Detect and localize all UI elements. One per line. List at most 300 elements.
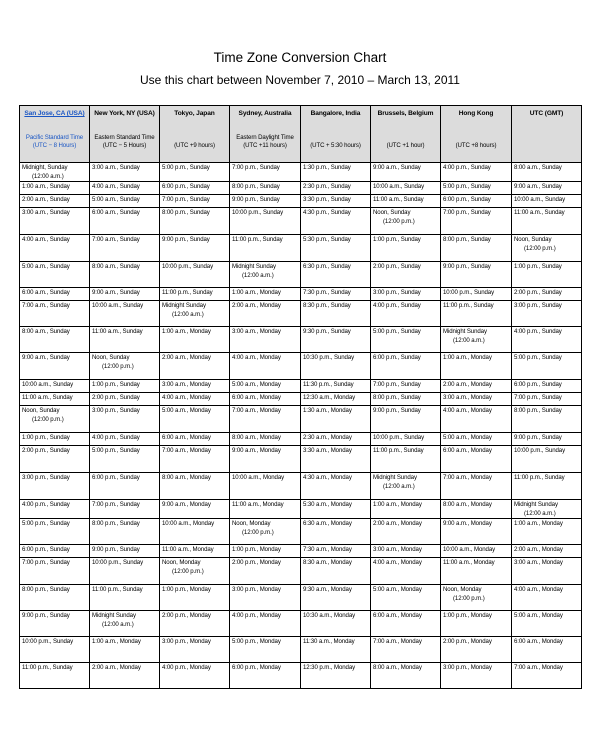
- time-cell: [512, 446, 582, 473]
- column-header: [512, 106, 582, 163]
- time-text: 4:00 a.m., Monday: [162, 394, 211, 401]
- table-body: [20, 106, 582, 689]
- time-text: 2:00 a.m., Monday: [162, 354, 211, 361]
- time-cell: [301, 163, 371, 182]
- time-cell: [160, 327, 230, 353]
- time-cell: [301, 473, 371, 500]
- time-text: 3:00 a.m., Monday: [162, 381, 211, 388]
- time-cell: [20, 182, 90, 195]
- time-text: 10:00 a.m., Sunday: [514, 196, 566, 203]
- time-text: 6:00 p.m., Sunday: [162, 183, 210, 190]
- time-cell: [160, 163, 230, 182]
- time-text: 7:00 a.m., Sunday: [22, 302, 70, 309]
- time-cell: [90, 182, 160, 195]
- time-text: 7:00 a.m., Sunday: [92, 236, 140, 243]
- time-cell: [301, 327, 371, 353]
- time-cell: [90, 380, 160, 393]
- time-text: 11:00 a.m., Monday: [443, 559, 495, 566]
- time-cell: [441, 406, 512, 433]
- time-cell: [371, 380, 441, 393]
- time-text: 6:00 a.m., Sunday: [92, 209, 140, 216]
- column-header: [230, 106, 301, 163]
- time-cell: [20, 301, 90, 327]
- header-row: [20, 106, 582, 163]
- time-text: 8:00 p.m., Sunday: [232, 183, 280, 190]
- time-text: 3:00 a.m., Sunday: [92, 164, 140, 171]
- time-cell: [301, 380, 371, 393]
- time-text: 3:00 a.m., Sunday: [22, 209, 70, 216]
- time-text: 5:00 p.m., Sunday: [162, 164, 210, 171]
- time-text: 1:30 a.m., Monday: [303, 407, 352, 414]
- time-cell: [441, 558, 512, 585]
- time-text: 9:00 a.m., Sunday: [92, 289, 140, 296]
- time-text: 11:00 a.m., Sunday: [92, 328, 143, 335]
- time-cell: [20, 611, 90, 637]
- time-text: 6:00 p.m., Sunday: [92, 474, 140, 481]
- time-cell: [301, 611, 371, 637]
- timezone-line: (UTC − 8 Hours): [32, 142, 77, 149]
- time-text: 1:00 a.m., Monday: [514, 520, 563, 527]
- time-cell: [371, 195, 441, 208]
- time-text: 1:00 p.m., Monday: [232, 546, 281, 553]
- time-cell: [90, 353, 160, 380]
- time-cell: [230, 558, 301, 585]
- time-cell: [20, 446, 90, 473]
- time-text: Noon, Sunday: [22, 407, 60, 414]
- time-text: 9:00 a.m., Monday: [162, 501, 211, 508]
- time-text: Noon, Sunday: [373, 209, 411, 216]
- time-text: 8:00 p.m., Sunday: [514, 407, 562, 414]
- time-text: Noon, Monday: [162, 559, 201, 566]
- time-cell: [371, 663, 441, 689]
- time-text: 5:00 a.m., Monday: [443, 434, 492, 441]
- time-text: Midnight Sunday: [443, 328, 487, 335]
- time-text: Midnight Sunday: [162, 302, 206, 309]
- time-text: 7:00 p.m., Sunday: [514, 394, 562, 401]
- time-text: 1:00 p.m., Monday: [443, 612, 492, 619]
- time-text: 9:00 p.m., Sunday: [514, 434, 562, 441]
- time-text: 11:00 p.m., Sunday: [514, 474, 565, 481]
- time-text: 10:00 p.m., Sunday: [22, 638, 74, 645]
- time-text: 11:00 a.m., Monday: [232, 501, 284, 508]
- time-cell: [230, 208, 301, 235]
- time-cell: [160, 558, 230, 585]
- time-text: Midnight Sunday: [373, 474, 417, 481]
- table-row: [20, 353, 582, 380]
- time-text: 8:30 a.m., Monday: [303, 559, 352, 566]
- time-text: 7:00 p.m., Sunday: [92, 501, 140, 508]
- time-text: 1:00 a.m., Sunday: [22, 183, 70, 190]
- time-cell: [301, 182, 371, 195]
- time-text: 10:00 p.m., Sunday: [373, 434, 425, 441]
- time-cell: [301, 208, 371, 235]
- time-text: 1:00 a.m., Monday: [92, 638, 141, 645]
- time-text: 9:00 a.m., Sunday: [373, 164, 421, 171]
- time-cell: [160, 262, 230, 288]
- time-text: 5:00 p.m., Sunday: [92, 447, 140, 454]
- time-text: 3:00 a.m., Monday: [232, 328, 281, 335]
- time-cell: [512, 288, 582, 301]
- time-cell: [90, 585, 160, 611]
- time-text: 8:00 a.m., Sunday: [92, 263, 140, 270]
- time-cell: [160, 195, 230, 208]
- time-cell: [20, 545, 90, 558]
- time-cell: [20, 327, 90, 353]
- time-text: Midnight Sunday: [232, 263, 276, 270]
- timezone-line: [513, 142, 580, 150]
- time-cell: [371, 406, 441, 433]
- time-text: 8:00 p.m., Sunday: [22, 586, 70, 593]
- time-cell: [160, 473, 230, 500]
- city-name: Hong Kong: [458, 110, 494, 117]
- time-text: 9:00 a.m., Monday: [443, 520, 492, 527]
- city-name: Brussels, Belgium: [377, 110, 434, 117]
- time-cell: [20, 519, 90, 545]
- time-cell: [441, 195, 512, 208]
- time-cell: [441, 585, 512, 611]
- time-cell: [301, 353, 371, 380]
- time-cell: [512, 380, 582, 393]
- time-cell: [90, 262, 160, 288]
- timezone-offset: [372, 134, 439, 150]
- table-row: [20, 288, 582, 301]
- timezone-line: (UTC − 5 Hours): [102, 142, 147, 149]
- time-cell: [160, 380, 230, 393]
- time-cell: [301, 195, 371, 208]
- time-text: Midnight Sunday: [514, 501, 558, 508]
- time-cell: [371, 288, 441, 301]
- time-text: 9:00 a.m., Sunday: [514, 183, 562, 190]
- timezone-offset: [231, 134, 299, 150]
- time-cell: [512, 393, 582, 406]
- time-text: 9:30 a.m., Monday: [303, 586, 352, 593]
- time-cell: [160, 519, 230, 545]
- time-text: 4:00 a.m., Monday: [443, 407, 492, 414]
- time-text: Noon, Monday: [232, 520, 271, 527]
- time-cell: [230, 195, 301, 208]
- time-text: 7:30 p.m., Sunday: [303, 289, 351, 296]
- time-cell: [512, 182, 582, 195]
- timezone-line: Eastern Daylight Time: [236, 134, 294, 141]
- time-text: 9:00 p.m., Sunday: [92, 546, 140, 553]
- time-text: 12:30 p.m., Monday: [303, 664, 356, 671]
- time-cell: [230, 353, 301, 380]
- time-cell: [371, 235, 441, 262]
- time-cell: [20, 288, 90, 301]
- timezone-line: [513, 134, 580, 142]
- time-cell: [371, 327, 441, 353]
- time-text: 3:00 p.m., Monday: [232, 586, 281, 593]
- time-text: 4:00 p.m., Monday: [162, 664, 211, 671]
- city-name[interactable]: San Jose, CA (USA): [24, 110, 85, 117]
- time-text: 3:00 p.m., Sunday: [514, 302, 562, 309]
- time-text: 8:00 a.m., Monday: [373, 664, 422, 671]
- time-text: 4:30 a.m., Monday: [303, 474, 352, 481]
- time-cell: [301, 545, 371, 558]
- time-text: 11:30 p.m., Sunday: [303, 381, 354, 388]
- time-text: Midnight Sunday: [92, 612, 136, 619]
- time-cell: [160, 585, 230, 611]
- time-text: 6:30 a.m., Monday: [303, 520, 352, 527]
- time-cell: [230, 262, 301, 288]
- time-text: 5:00 p.m., Monday: [232, 638, 281, 645]
- time-text: 1:00 a.m., Monday: [232, 289, 281, 296]
- table-row: [20, 163, 582, 182]
- city-name: UTC (GMT): [529, 110, 564, 117]
- time-text: 1:00 a.m., Monday: [373, 501, 422, 508]
- time-text: 4:00 a.m., Monday: [232, 354, 281, 361]
- table-row: [20, 585, 582, 611]
- timezone-line: (UTC +9 hours): [174, 142, 215, 149]
- time-cell: [371, 182, 441, 195]
- time-cell: [230, 235, 301, 262]
- time-text: 7:00 p.m., Sunday: [373, 381, 421, 388]
- time-text: 2:00 p.m., Sunday: [514, 289, 562, 296]
- time-text: 11:00 a.m., Sunday: [514, 209, 565, 216]
- time-cell: [301, 288, 371, 301]
- time-text: 11:00 a.m., Sunday: [373, 196, 424, 203]
- time-text: 2:00 p.m., Monday: [443, 638, 492, 645]
- time-text: 2:00 a.m., Monday: [443, 381, 492, 388]
- time-cell: [512, 545, 582, 558]
- table-row: [20, 637, 582, 663]
- time-text: 10:00 p.m., Sunday: [92, 559, 144, 566]
- time-text: 10:00 p.m., Sunday: [232, 209, 284, 216]
- time-cell: [301, 446, 371, 473]
- time-text: 5:00 p.m., Sunday: [22, 520, 70, 527]
- time-cell: [20, 163, 90, 182]
- time-cell: [230, 585, 301, 611]
- time-cell: [90, 473, 160, 500]
- time-cell: [441, 519, 512, 545]
- time-cell: [160, 393, 230, 406]
- timezone-line: [442, 134, 510, 142]
- time-text: 1:00 p.m., Sunday: [22, 434, 70, 441]
- time-text: 6:00 p.m., Sunday: [443, 196, 491, 203]
- time-cell: [20, 585, 90, 611]
- time-cell: [512, 327, 582, 353]
- time-cell: [441, 433, 512, 446]
- time-cell: [441, 446, 512, 473]
- time-cell: [441, 327, 512, 353]
- time-cell: [512, 262, 582, 288]
- time-text: 4:00 a.m., Monday: [373, 559, 422, 566]
- time-text: 8:00 a.m., Sunday: [514, 164, 562, 171]
- time-text: 3:00 p.m., Sunday: [92, 407, 140, 414]
- city-name: New York, NY (USA): [94, 110, 155, 117]
- time-text: 9:00 p.m., Sunday: [443, 263, 491, 270]
- time-text: 9:00 p.m., Sunday: [373, 407, 421, 414]
- time-text: (12:00 a.m.): [453, 336, 485, 344]
- time-text: 6:00 a.m., Monday: [443, 447, 492, 454]
- time-text: (12:00 p.m.): [32, 415, 64, 423]
- time-cell: [230, 406, 301, 433]
- column-header: [441, 106, 512, 163]
- time-cell: [441, 235, 512, 262]
- timezone-line: (UTC + 5:30 hours): [310, 142, 361, 149]
- time-text: 11:00 p.m., Sunday: [373, 447, 424, 454]
- time-cell: [512, 433, 582, 446]
- column-header: [20, 106, 90, 163]
- time-text: 6:30 p.m., Sunday: [303, 263, 351, 270]
- table-row: [20, 558, 582, 585]
- time-cell: [301, 558, 371, 585]
- timezone-line: (UTC +8 hours): [455, 142, 497, 149]
- time-cell: [20, 195, 90, 208]
- time-cell: [441, 380, 512, 393]
- time-text: 9:30 p.m., Sunday: [303, 328, 351, 335]
- time-cell: [371, 262, 441, 288]
- time-text: 9:00 p.m., Sunday: [162, 236, 210, 243]
- time-text: 11:00 p.m., Sunday: [162, 289, 213, 296]
- time-cell: [90, 288, 160, 301]
- time-text: 10:00 a.m., Sunday: [92, 302, 144, 309]
- table-row: [20, 380, 582, 393]
- time-text: 2:00 p.m., Sunday: [92, 394, 140, 401]
- time-cell: [90, 208, 160, 235]
- time-text: 3:00 a.m., Monday: [443, 394, 492, 401]
- timezone-offset: [21, 134, 88, 150]
- time-cell: [230, 301, 301, 327]
- time-text: 2:00 a.m., Monday: [92, 664, 141, 671]
- time-text: 8:00 a.m., Monday: [443, 501, 492, 508]
- time-cell: [301, 262, 371, 288]
- time-text: 3:00 a.m., Monday: [373, 546, 422, 553]
- time-cell: [512, 301, 582, 327]
- time-text: 5:00 p.m., Sunday: [514, 354, 562, 361]
- time-text: 2:30 p.m., Sunday: [303, 183, 351, 190]
- time-text: 7:00 a.m., Monday: [232, 407, 281, 414]
- time-text: (12:00 p.m.): [102, 362, 134, 370]
- time-cell: [441, 182, 512, 195]
- table-row: [20, 208, 582, 235]
- time-text: 7:00 p.m., Sunday: [162, 196, 210, 203]
- time-cell: [90, 500, 160, 519]
- column-header: [371, 106, 441, 163]
- time-cell: [160, 637, 230, 663]
- time-text: 10:00 a.m., Sunday: [373, 183, 425, 190]
- time-text: 3:00 p.m., Monday: [443, 664, 492, 671]
- time-cell: [512, 519, 582, 545]
- time-cell: [90, 519, 160, 545]
- time-cell: [301, 235, 371, 262]
- time-text: 3:00 p.m., Monday: [162, 638, 211, 645]
- time-text: Noon, Sunday: [92, 354, 130, 361]
- time-cell: [160, 208, 230, 235]
- time-cell: [90, 663, 160, 689]
- time-cell: [230, 182, 301, 195]
- time-text: 4:00 p.m., Sunday: [443, 164, 491, 171]
- time-text: 10:00 a.m., Sunday: [22, 381, 74, 388]
- time-text: 5:00 p.m., Sunday: [443, 183, 491, 190]
- time-cell: [230, 446, 301, 473]
- time-text: 11:00 p.m., Sunday: [443, 302, 494, 309]
- time-text: 9:00 p.m., Sunday: [232, 196, 280, 203]
- time-text: (12:00 a.m.): [102, 620, 134, 628]
- time-text: 7:00 a.m., Monday: [443, 474, 492, 481]
- time-text: 6:00 a.m., Monday: [514, 638, 563, 645]
- time-text: 3:00 p.m., Sunday: [373, 289, 421, 296]
- time-text: 7:00 a.m., Monday: [162, 447, 211, 454]
- time-cell: [90, 235, 160, 262]
- time-cell: [441, 611, 512, 637]
- time-cell: [20, 393, 90, 406]
- time-text: 7:00 a.m., Monday: [373, 638, 422, 645]
- time-text: 10:00 p.m., Sunday: [443, 289, 495, 296]
- time-text: 5:00 a.m., Sunday: [22, 263, 70, 270]
- time-cell: [160, 288, 230, 301]
- table-row: [20, 235, 582, 262]
- time-cell: [371, 433, 441, 446]
- time-cell: [230, 288, 301, 301]
- time-cell: [301, 663, 371, 689]
- time-text: 8:30 p.m., Sunday: [303, 302, 351, 309]
- time-cell: [230, 500, 301, 519]
- timezone-line: Pacific Standard Time: [25, 134, 84, 141]
- time-cell: [512, 611, 582, 637]
- time-text: 4:00 p.m., Sunday: [92, 434, 140, 441]
- time-text: (12:00 p.m.): [242, 528, 274, 536]
- time-cell: [512, 585, 582, 611]
- time-cell: [230, 519, 301, 545]
- time-cell: [20, 380, 90, 393]
- time-cell: [20, 500, 90, 519]
- time-cell: [90, 163, 160, 182]
- time-cell: [512, 663, 582, 689]
- chart-title: Time Zone Conversion Chart: [213, 50, 387, 65]
- time-text: 10:30 p.m., Sunday: [303, 354, 355, 361]
- time-text: (12:00 a.m.): [32, 172, 64, 180]
- time-cell: [371, 500, 441, 519]
- time-cell: [20, 433, 90, 446]
- table-row: [20, 545, 582, 558]
- time-text: 8:00 a.m., Sunday: [22, 328, 70, 335]
- time-cell: [371, 473, 441, 500]
- time-text: 3:30 a.m., Monday: [303, 447, 352, 454]
- time-cell: [371, 163, 441, 182]
- time-text: 5:00 a.m., Sunday: [92, 196, 140, 203]
- time-text: 5:00 p.m., Sunday: [373, 328, 421, 335]
- timezone-line: [302, 134, 369, 142]
- table-row: [20, 301, 582, 327]
- time-text: 6:00 a.m., Monday: [232, 394, 281, 401]
- time-text: 1:00 p.m., Sunday: [373, 236, 421, 243]
- time-cell: [512, 406, 582, 433]
- time-text: 1:00 p.m., Sunday: [514, 263, 562, 270]
- time-cell: [301, 433, 371, 446]
- time-text: 11:30 a.m., Monday: [303, 638, 355, 645]
- time-cell: [512, 558, 582, 585]
- time-cell: [160, 182, 230, 195]
- time-text: 4:00 a.m., Sunday: [92, 183, 140, 190]
- time-text: 8:00 p.m., Sunday: [373, 394, 421, 401]
- time-cell: [371, 208, 441, 235]
- time-cell: [90, 545, 160, 558]
- time-text: 6:00 p.m., Sunday: [373, 354, 421, 361]
- time-text: (12:00 a.m.): [242, 271, 274, 279]
- table-row: [20, 406, 582, 433]
- time-text: 8:00 p.m., Sunday: [92, 520, 140, 527]
- time-text: 1:00 a.m., Monday: [162, 328, 211, 335]
- time-cell: [20, 558, 90, 585]
- time-text: Midnight, Sunday: [22, 164, 68, 171]
- city-name: Sydney, Australia: [238, 110, 292, 117]
- time-cell: [230, 663, 301, 689]
- timezone-offset: [442, 134, 510, 150]
- time-cell: [20, 262, 90, 288]
- time-text: 4:00 p.m., Sunday: [22, 501, 70, 508]
- time-text: 2:00 a.m., Monday: [514, 546, 563, 553]
